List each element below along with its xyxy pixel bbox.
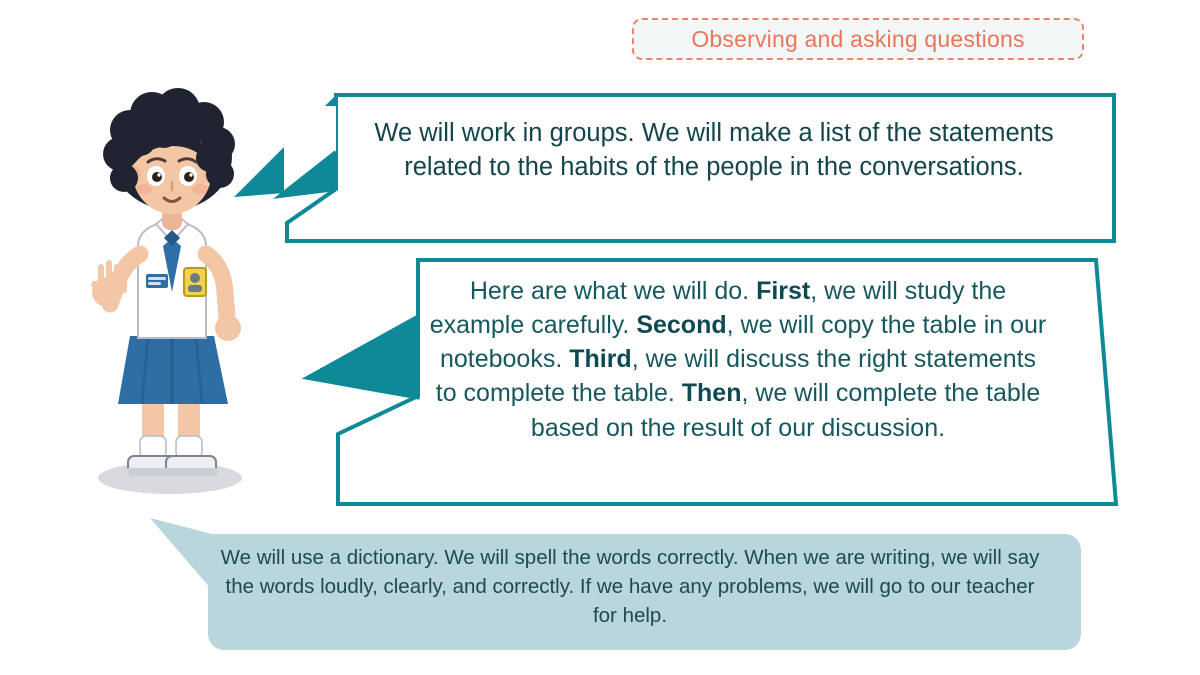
emphasis-word: Then xyxy=(681,379,742,408)
speech-bubble-steps xyxy=(250,256,1122,508)
bubble-text-groups-list: We will work in groups. We will make a list of the statements related to the habits of the people in the conversations. xyxy=(374,119,1054,182)
bubble-text-steps xyxy=(428,274,1048,445)
bubble-text-dictionary: We will use a dictionary. We will spell the words correctly. When we are writing, we will say the words loudly, clearly, and correctly. If we have any problems, we will go to our teacher for help. xyxy=(220,546,1040,628)
section-title-pill xyxy=(632,18,1084,60)
emphasis-word: First xyxy=(756,277,811,305)
text-segment: , we will study the example carefully. xyxy=(429,277,1007,340)
text-segment: , we will copy the table in our notebooks. xyxy=(439,311,1047,374)
speech-bubble-groups-list xyxy=(282,92,1120,244)
text-segment: Here are what we will do. xyxy=(469,277,757,305)
page-title: Observing and asking questions xyxy=(691,25,1025,52)
text-segment: , we will complete the table based on the result of our discussion. xyxy=(530,379,1041,442)
text-segment: , we will discuss the right statements to complete the table. xyxy=(435,345,1037,408)
speech-bubble-dictionary xyxy=(120,518,1085,656)
emphasis-word: Second xyxy=(636,311,727,340)
emphasis-word: Third xyxy=(569,345,632,374)
